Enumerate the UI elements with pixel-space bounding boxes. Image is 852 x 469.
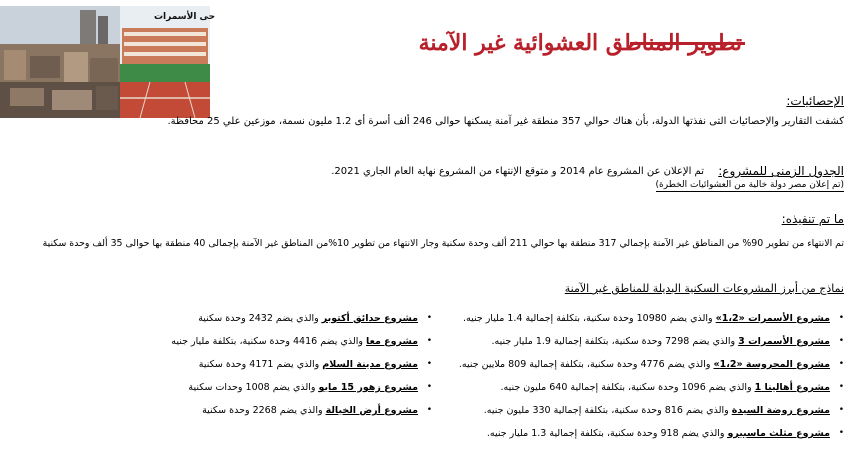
list-item xyxy=(458,353,844,376)
timeline-text: تم الإعلان عن المشروع عام 2014 و متوقع الإنتهاء من المشروع نهاية العام الجاري 2021. xyxy=(331,166,704,177)
list-item xyxy=(459,376,844,399)
bullet-icon: • xyxy=(838,405,844,415)
project-desc: والذي يضم 918 وحدة سكنية، بتكلفة إجمالية 1.3 مليار جنيه. xyxy=(486,428,728,439)
bullet-icon: • xyxy=(426,313,432,323)
projects-list-left xyxy=(171,307,432,422)
project-desc: والذي يضم 10980 وحدة سكنية، بتكلفة إجمالية 1.4 مليار جنيه. xyxy=(462,313,716,324)
bullet-icon: • xyxy=(838,428,844,438)
list-item xyxy=(171,399,432,422)
photo-caption: حى الأسمرات xyxy=(154,12,216,22)
implemented-label: ما تم تنفيذه: xyxy=(781,212,844,226)
project-name: مشروع روضة السيدة xyxy=(731,405,830,416)
timeline-note: (تم إعلان مصر دولة خالية من العشوائيات الخطرة) xyxy=(655,180,844,190)
bullet-icon: • xyxy=(426,359,432,369)
header-photo-collage xyxy=(0,6,210,118)
list-item xyxy=(459,422,844,445)
list-item xyxy=(459,307,844,330)
project-name: مشروع زهور 15 مايو xyxy=(318,382,418,393)
implemented-text: تم الانتهاء من تطوير 90% من المناطق غير الآمنة بإجمالي 317 منطقة بها حوالي 211 ألف وحدة سكنية وجار الانتهاء من تطوير 10%من المناطق غير الآمنة بإجمالى 40 منطقة بها حوالى 35 ألف وحدة سكنية xyxy=(42,238,844,249)
project-desc: والذي يضم 4171 وحدة سكنية xyxy=(198,359,323,370)
project-name: مشروع معا xyxy=(366,336,418,347)
bullet-icon: • xyxy=(838,382,844,392)
project-desc: والذي يضم 4776 وحدة سكنية، بتكلفة إجمالية 809 ملايين جنيه. xyxy=(458,359,714,370)
list-item xyxy=(171,330,432,353)
bullet-icon: • xyxy=(426,405,432,415)
project-desc: والذي يضم 2268 وحدة سكنية xyxy=(202,405,326,416)
bullet-icon: • xyxy=(426,382,432,392)
project-name: مشروع حدائق أكتوبر xyxy=(321,313,418,324)
project-desc: والذي يضم 7298 وحدة سكنية، بتكلفة إجمالية 1.9 مليار جنيه. xyxy=(491,336,739,347)
project-name: مشروع الأسمرات «1،2» xyxy=(715,313,830,324)
project-desc: والذي يضم 816 وحدة سكنية، بتكلفة إجمالية 330 مليون جنيه. xyxy=(483,405,732,416)
bullet-icon: • xyxy=(838,313,844,323)
project-desc: والذي يضم 1008 وحدات سكنية xyxy=(188,382,319,393)
project-name: مشروع مدينة السلام xyxy=(322,359,418,370)
list-item xyxy=(459,330,844,353)
bullet-icon: • xyxy=(838,359,844,369)
project-name: مشروع أرض الخيالة xyxy=(325,405,418,416)
list-item xyxy=(171,376,432,399)
list-item xyxy=(171,307,432,330)
page-title: تطوير المناطق العشوائية غير الآمنة xyxy=(418,30,742,56)
project-name: مشروع مثلث ماسبيرو xyxy=(727,428,830,439)
timeline-label: الجدول الزمنى للمشروع: xyxy=(718,164,844,178)
statistics-text: كشفت التقارير والإحصائيات التى نفذتها الدولة، بأن هناك حوالي 357 منطقة غير آمنة يسكنها حوالى 246 ألف أسرة أى 1.2 مليون نسمة، موزعين علي 25 محافظة. xyxy=(167,116,844,127)
bullet-icon: • xyxy=(426,336,432,346)
project-desc: والذي يضم 2432 وحدة سكنية xyxy=(198,313,322,324)
bullet-icon: • xyxy=(838,336,844,346)
project-desc: والذي يضم 1096 وحدة سكنية، بتكلفة إجمالية 640 مليون جنيه. xyxy=(500,382,755,393)
projects-list-right xyxy=(458,307,844,445)
project-name: مشروع المحروسة «1،2» xyxy=(713,359,830,370)
project-name: مشروع الأسمرات 3 xyxy=(738,336,830,347)
projects-heading: نماذج من أبرز المشروعات السكنية البديلة للمناطق غير الآمنة xyxy=(564,282,844,295)
project-name: مشروع أهالينا 1 xyxy=(754,382,830,393)
list-item xyxy=(459,399,844,422)
list-item xyxy=(171,353,432,376)
statistics-label: الإحصائيات: xyxy=(786,94,844,108)
project-desc: والذي يضم 4416 وحدة سكنية، بتكلفة مليار جنيه xyxy=(171,336,367,347)
